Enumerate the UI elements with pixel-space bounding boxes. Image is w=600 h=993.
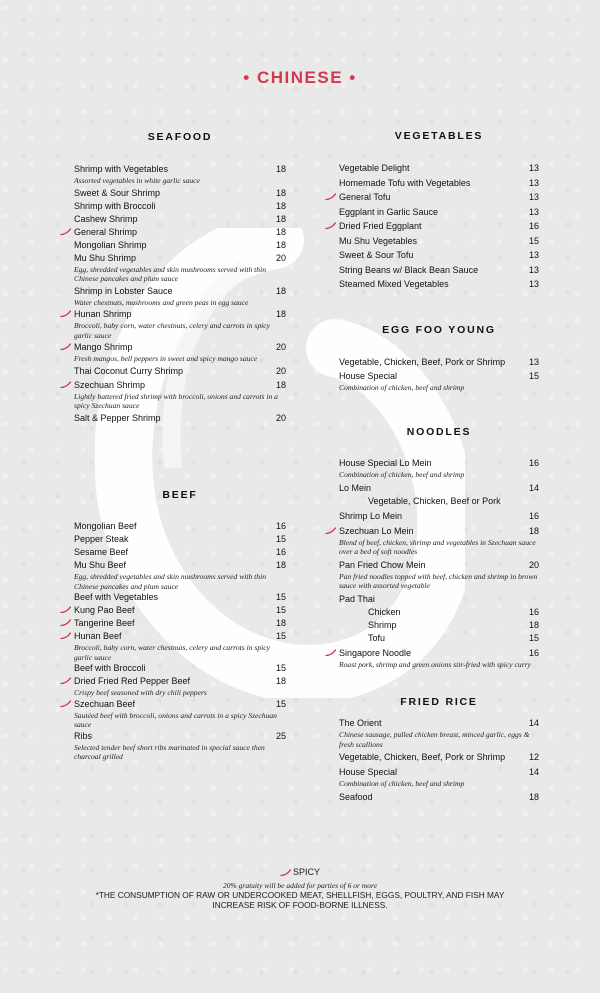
chili-pepper-icon bbox=[325, 527, 336, 535]
consumption-warning: *THE CONSUMPTION OF RAW OR UNDERCOOKED MEAT, SHELLFISH, EGGS, POULTRY, AND FISH MAY INCREASE RISK OF FOOD-BORNE ILLNESS. bbox=[95, 890, 505, 910]
beef-list bbox=[74, 520, 286, 762]
menu-item-name: Shrimp in Lobster Sauce bbox=[74, 285, 173, 296]
menu-item-name: Beef with Broccoli bbox=[74, 663, 146, 673]
menu-item-price: 16 bbox=[528, 221, 539, 231]
menu-item bbox=[339, 525, 539, 557]
menu-item-description: Combination of chicken, beef and shrimp bbox=[339, 383, 465, 392]
menu-item-row bbox=[74, 239, 286, 252]
menu-item-row bbox=[339, 559, 539, 572]
menu-item bbox=[74, 662, 286, 675]
menu-item bbox=[339, 559, 539, 591]
menu-item bbox=[74, 252, 286, 284]
menu-item-row bbox=[339, 593, 539, 606]
menu-item-price: 14 bbox=[528, 767, 539, 777]
menu-item-description: Egg, shredded vegetables and skin mushrooms served with thin Chinese pancakes and plum sauce bbox=[74, 264, 266, 283]
menu-item-row bbox=[339, 717, 539, 730]
menu-item-price: 15 bbox=[275, 605, 286, 615]
menu-item-row bbox=[74, 341, 286, 354]
chili-pepper-icon bbox=[60, 606, 71, 614]
menu-item bbox=[339, 220, 539, 233]
menu-item bbox=[74, 379, 286, 411]
menu-item-row bbox=[339, 264, 539, 277]
menu-item bbox=[339, 206, 539, 219]
menu-item-price: 18 bbox=[275, 676, 286, 686]
menu-item-row bbox=[74, 226, 286, 239]
menu-item-name: Dried Fried Red Pepper Beef bbox=[74, 676, 191, 686]
menu-item bbox=[339, 370, 539, 393]
menu-item-name: Pepper Steak bbox=[74, 534, 129, 544]
menu-item bbox=[339, 278, 539, 291]
menu-item-name: Mongolian Shrimp bbox=[74, 239, 147, 250]
menu-item-name: Eggplant in Garlic Sauce bbox=[339, 206, 439, 217]
menu-item-row bbox=[74, 200, 286, 213]
vegetables-list bbox=[339, 162, 539, 291]
menu-item-name: String Beans w/ Black Bean Sauce bbox=[339, 264, 479, 275]
spicy-legend-label: SPICY bbox=[292, 867, 320, 877]
option-price: 15 bbox=[528, 632, 539, 643]
menu-item-name: Cashew Shrimp bbox=[74, 213, 138, 224]
option-name: Shrimp bbox=[368, 619, 397, 630]
menu-item-row bbox=[339, 766, 539, 779]
menu-item bbox=[74, 675, 286, 698]
menu-item-name: Mango Shrimp bbox=[74, 342, 133, 352]
menu-item-price: 20 bbox=[275, 412, 286, 423]
menu-item-description: Lightly battered fried shrimp with broccoli, onions and carrots in a spicy Szechuan sauce bbox=[74, 391, 278, 410]
menu-item bbox=[74, 187, 286, 200]
menu-item-row bbox=[339, 647, 539, 660]
chili-pepper-icon bbox=[280, 869, 291, 877]
menu-item-price: 15 bbox=[528, 371, 539, 381]
menu-item-price: 18 bbox=[275, 285, 286, 296]
fried-rice-heading: FRIED RICE bbox=[400, 696, 478, 708]
menu-item bbox=[74, 308, 286, 340]
menu-item-price: 15 bbox=[528, 235, 539, 246]
spicy-legend bbox=[0, 867, 600, 877]
menu-item bbox=[74, 365, 286, 378]
menu-item-row bbox=[339, 370, 539, 383]
chili-pepper-icon bbox=[60, 228, 71, 236]
menu-item-name: Sesame Beef bbox=[74, 547, 129, 557]
menu-item-name: Pan Fried Chow Mein bbox=[339, 559, 426, 570]
menu-item bbox=[74, 200, 286, 213]
menu-item-description: Assorted vegetables in white garlic sauce bbox=[74, 176, 200, 185]
menu-item-description: Broccoli, baby corn, water chestnuts, celery and carrots in spicy garlic sauce bbox=[74, 643, 270, 662]
menu-item-name: Lo Mein bbox=[339, 482, 372, 493]
menu-item bbox=[339, 177, 539, 190]
menu-item-price: 18 bbox=[275, 187, 286, 198]
menu-item bbox=[74, 520, 286, 533]
seafood-list bbox=[74, 163, 286, 425]
menu-item-name: Mu Shu Beef bbox=[74, 560, 127, 570]
menu-item-row bbox=[339, 177, 539, 190]
menu-item-name: Dried Fried Eggplant bbox=[339, 221, 422, 231]
menu-item-price: 13 bbox=[528, 163, 539, 173]
menu-item-price: 15 bbox=[275, 631, 286, 641]
menu-item-name: Vegetable, Chicken, Beef, Pork or Shrimp bbox=[339, 357, 506, 367]
menu-item-row bbox=[74, 252, 286, 265]
menu-item-name: Sweet & Sour Tofu bbox=[339, 250, 414, 260]
menu-item-row bbox=[339, 235, 539, 248]
menu-item bbox=[339, 766, 539, 789]
menu-item-row bbox=[339, 791, 539, 804]
menu-item-description: Combination of chicken, beef and shrimp bbox=[339, 779, 465, 788]
menu-item-price: 18 bbox=[528, 525, 539, 536]
menu-item-row bbox=[74, 546, 286, 559]
menu-item-name: Vegetable Delight bbox=[339, 163, 410, 173]
menu-item-price: 18 bbox=[275, 560, 286, 570]
menu-item-price: 18 bbox=[275, 164, 286, 174]
menu-item bbox=[74, 698, 286, 730]
menu-item-name: Shrimp with Broccoli bbox=[74, 200, 156, 211]
beef-heading: BEEF bbox=[162, 489, 198, 501]
menu-item-name: Steamed Mixed Vegetables bbox=[339, 279, 449, 289]
chili-pepper-icon bbox=[325, 193, 336, 201]
menu-item-price: 14 bbox=[528, 482, 539, 493]
menu-item-subtitle: Vegetable, Chicken, Beef or Pork bbox=[368, 495, 501, 506]
vegetables-heading: VEGETABLES bbox=[394, 130, 484, 142]
menu-item-row bbox=[74, 533, 286, 546]
menu-item-row bbox=[339, 510, 539, 523]
menu-item-name: Tangerine Beef bbox=[74, 618, 135, 628]
menu-item-price: 15 bbox=[275, 592, 286, 602]
menu-item bbox=[74, 591, 286, 604]
menu-item-row bbox=[74, 559, 286, 572]
chili-pepper-icon bbox=[60, 677, 71, 685]
menu-item-name: Mu Shu Vegetables bbox=[339, 235, 418, 246]
chili-pepper-icon bbox=[60, 632, 71, 640]
seafood-heading: SEAFOOD bbox=[147, 131, 213, 143]
menu-item-option bbox=[339, 606, 539, 619]
menu-item-price: 20 bbox=[275, 342, 286, 352]
menu-item-description: Selected tender beef short ribs marinated in special sauce then charcoal grilled bbox=[74, 742, 265, 761]
menu-item-price: 14 bbox=[528, 718, 539, 728]
menu-item bbox=[74, 559, 286, 591]
menu-item-row bbox=[74, 365, 286, 378]
menu-item-name: Hunan Shrimp bbox=[74, 309, 132, 319]
menu-item-description: Fresh mangos, bell peppers in sweet and spicy mango sauce bbox=[74, 354, 258, 363]
menu-item-price: 13 bbox=[528, 357, 539, 367]
menu-item-description: Sautéed beef with broccoli, onions and carrots in a spicy Szechuan sauce bbox=[74, 710, 277, 729]
noodles-list bbox=[339, 457, 539, 669]
menu-item-name: Singapore Noodle bbox=[339, 647, 412, 658]
menu-item bbox=[339, 647, 539, 670]
menu-item-price: 13 bbox=[528, 250, 539, 260]
menu-item-name: Salt & Pepper Shrimp bbox=[74, 412, 161, 423]
chili-pepper-icon bbox=[325, 649, 336, 657]
menu-item-row bbox=[339, 191, 539, 204]
menu-item-name: Pad Thai bbox=[339, 593, 375, 604]
menu-item-price: 15 bbox=[275, 663, 286, 673]
egg-foo-young-list bbox=[339, 356, 539, 393]
menu-item-price: 13 bbox=[528, 192, 539, 202]
option-name: Tofu bbox=[368, 632, 386, 643]
menu-item-name: House Special bbox=[339, 767, 398, 777]
menu-item-row bbox=[74, 630, 286, 643]
menu-item bbox=[74, 546, 286, 559]
menu-item bbox=[339, 593, 539, 645]
menu-item-name: Beef with Vegetables bbox=[74, 592, 159, 602]
menu-item bbox=[74, 226, 286, 239]
menu-item bbox=[339, 356, 539, 369]
menu-item bbox=[339, 510, 539, 523]
menu-item-name: Ribs bbox=[74, 730, 93, 741]
option-price: 16 bbox=[528, 606, 539, 617]
gratuity-note: 20% gratuity will be added for parties of 6 or more bbox=[223, 881, 377, 890]
menu-item-name: General Shrimp bbox=[74, 226, 138, 237]
menu-item-row bbox=[74, 187, 286, 200]
menu-item-row bbox=[74, 617, 286, 630]
menu-item-name: Hunan Beef bbox=[74, 631, 122, 641]
chili-pepper-icon bbox=[325, 222, 336, 230]
menu-item-row bbox=[74, 698, 286, 711]
chili-pepper-icon bbox=[60, 310, 71, 318]
menu-item bbox=[339, 457, 539, 480]
menu-item-name: Sweet & Sour Shrimp bbox=[74, 187, 161, 198]
menu-item-name: Szechuan Beef bbox=[74, 698, 136, 709]
noodles-heading: NOODLES bbox=[406, 426, 472, 438]
menu-item-row bbox=[339, 751, 539, 764]
menu-item bbox=[339, 191, 539, 204]
menu-item bbox=[339, 717, 539, 749]
menu-item bbox=[74, 213, 286, 226]
menu-item-description: Blend of beef, chicken, shrimp and vegetables in Szechuan sauce over a bed of soft noodles bbox=[339, 537, 536, 556]
menu-item-row bbox=[74, 379, 286, 392]
menu-item-name: General Tofu bbox=[339, 192, 391, 202]
egg-foo-young-heading: EGG FOO YOUNG bbox=[382, 324, 496, 336]
menu-item-name: Shrimp with Vegetables bbox=[74, 164, 169, 174]
menu-item bbox=[339, 249, 539, 262]
menu-item-row bbox=[339, 482, 539, 495]
menu-item bbox=[74, 285, 286, 308]
menu-item-price: 18 bbox=[275, 239, 286, 250]
menu-item bbox=[74, 163, 286, 186]
menu-item-name: Homemade Tofu with Vegetables bbox=[339, 177, 471, 188]
menu-item-row bbox=[339, 206, 539, 219]
menu-item-price: 16 bbox=[528, 510, 539, 521]
menu-item-price: 16 bbox=[275, 521, 286, 531]
menu-item-name: House Special bbox=[339, 371, 398, 381]
menu-item bbox=[339, 482, 539, 508]
menu-item-row bbox=[74, 675, 286, 688]
menu-item bbox=[74, 730, 286, 762]
chili-pepper-icon bbox=[60, 619, 71, 627]
menu-item-row bbox=[74, 520, 286, 533]
menu-item-row bbox=[339, 356, 539, 369]
menu-item-row bbox=[339, 457, 539, 470]
menu-item-description: Pan fried noodles topped with beef, chicken and shrimp in brown sauce with assorted vegetable bbox=[339, 571, 538, 590]
chili-pepper-icon bbox=[60, 381, 71, 389]
menu-item-price: 18 bbox=[528, 791, 539, 802]
menu-item-option bbox=[339, 619, 539, 632]
menu-item-row bbox=[339, 278, 539, 291]
menu-item bbox=[74, 412, 286, 425]
menu-item-name: Thai Coconut Curry Shrimp bbox=[74, 365, 184, 376]
menu-item-price: 20 bbox=[528, 559, 539, 570]
menu-item bbox=[74, 341, 286, 364]
menu-item-price: 15 bbox=[275, 698, 286, 709]
menu-item-name: Szechuan Shrimp bbox=[74, 379, 146, 390]
menu-item bbox=[339, 162, 539, 175]
menu-item-name: Vegetable, Chicken, Beef, Pork or Shrimp bbox=[339, 752, 506, 762]
menu-item-price: 16 bbox=[275, 547, 286, 557]
menu-item-description: Combination of chicken, beef and shrimp bbox=[339, 470, 465, 479]
menu-item-name: The Orient bbox=[339, 718, 382, 728]
menu-item bbox=[74, 604, 286, 617]
menu-item-price: 15 bbox=[275, 534, 286, 544]
menu-item-option bbox=[339, 632, 539, 645]
menu-item-description: Egg, shredded vegetables and skin mushrooms served with thin Chinese pancakes and plum sauce bbox=[74, 572, 266, 591]
menu-item-row bbox=[74, 730, 286, 743]
menu-item-row bbox=[339, 525, 539, 538]
option-price: 18 bbox=[528, 619, 539, 630]
menu-item-price: 18 bbox=[275, 379, 286, 390]
menu-item-name: Szechuan Lo Mein bbox=[339, 525, 414, 536]
menu-item-row bbox=[74, 213, 286, 226]
menu-item bbox=[74, 617, 286, 630]
menu-item-row bbox=[74, 308, 286, 321]
menu-item bbox=[74, 630, 286, 662]
menu-item-description: Roast pork, shrimp and green onions stir-fried with spicy curry bbox=[339, 659, 531, 669]
menu-item bbox=[339, 751, 539, 764]
menu-item-price: 20 bbox=[275, 252, 286, 263]
menu-item-price: 18 bbox=[275, 200, 286, 211]
menu-item-name: House Special Lo Mein bbox=[339, 458, 432, 468]
menu-item-price: 13 bbox=[528, 206, 539, 217]
fried-rice-list bbox=[339, 717, 539, 804]
menu-item-row bbox=[74, 662, 286, 675]
menu-item-row bbox=[74, 285, 286, 298]
menu-item-price: 13 bbox=[528, 264, 539, 275]
menu-item-price: 20 bbox=[275, 365, 286, 376]
menu-item-row bbox=[339, 220, 539, 233]
menu-item bbox=[339, 235, 539, 248]
menu-item-description: Crispy beef seasoned with dry chili peppers bbox=[74, 688, 207, 697]
menu-item-price: 16 bbox=[528, 458, 539, 468]
menu-item-row bbox=[74, 591, 286, 604]
menu-item-row bbox=[339, 162, 539, 175]
menu-item-row bbox=[339, 249, 539, 262]
menu-item-name: Shrimp Lo Mein bbox=[339, 510, 403, 521]
menu-item-name: Seafood bbox=[339, 791, 373, 802]
menu-item-name: Mongolian Beef bbox=[74, 521, 137, 531]
menu-item-price: 16 bbox=[528, 647, 539, 658]
chili-pepper-icon bbox=[60, 343, 71, 351]
menu-item-price: 18 bbox=[275, 226, 286, 237]
menu-item-row bbox=[74, 412, 286, 425]
menu-item-description: Water chestnuts, mushrooms and green peas in egg sauce bbox=[74, 297, 249, 307]
menu-item-price: 13 bbox=[528, 177, 539, 188]
menu-item-row bbox=[74, 163, 286, 176]
menu-item-row bbox=[74, 604, 286, 617]
menu-item bbox=[74, 533, 286, 546]
menu-item bbox=[339, 264, 539, 277]
menu-title: • CHINESE • bbox=[243, 68, 357, 87]
menu-item bbox=[74, 239, 286, 252]
menu-item-name: Mu Shu Shrimp bbox=[74, 252, 137, 263]
menu-item-price: 18 bbox=[275, 618, 286, 628]
menu-item bbox=[339, 791, 539, 804]
menu-item-name: Kung Pao Beef bbox=[74, 605, 135, 615]
menu-item-description: Broccoli, baby corn, water chestnuts, celery and carrots in spicy garlic sauce bbox=[74, 321, 270, 340]
option-name: Chicken bbox=[368, 606, 401, 617]
menu-item-price: 18 bbox=[275, 213, 286, 224]
menu-item-description: Chinese sausage, pulled chicken breast, minced garlic, eggs & fresh scallions bbox=[339, 730, 530, 749]
menu-item-price: 13 bbox=[528, 279, 539, 289]
menu-item-price: 25 bbox=[275, 730, 286, 741]
menu-item-price: 18 bbox=[275, 309, 286, 319]
menu-item-price: 12 bbox=[528, 752, 539, 762]
chili-pepper-icon bbox=[60, 700, 71, 708]
